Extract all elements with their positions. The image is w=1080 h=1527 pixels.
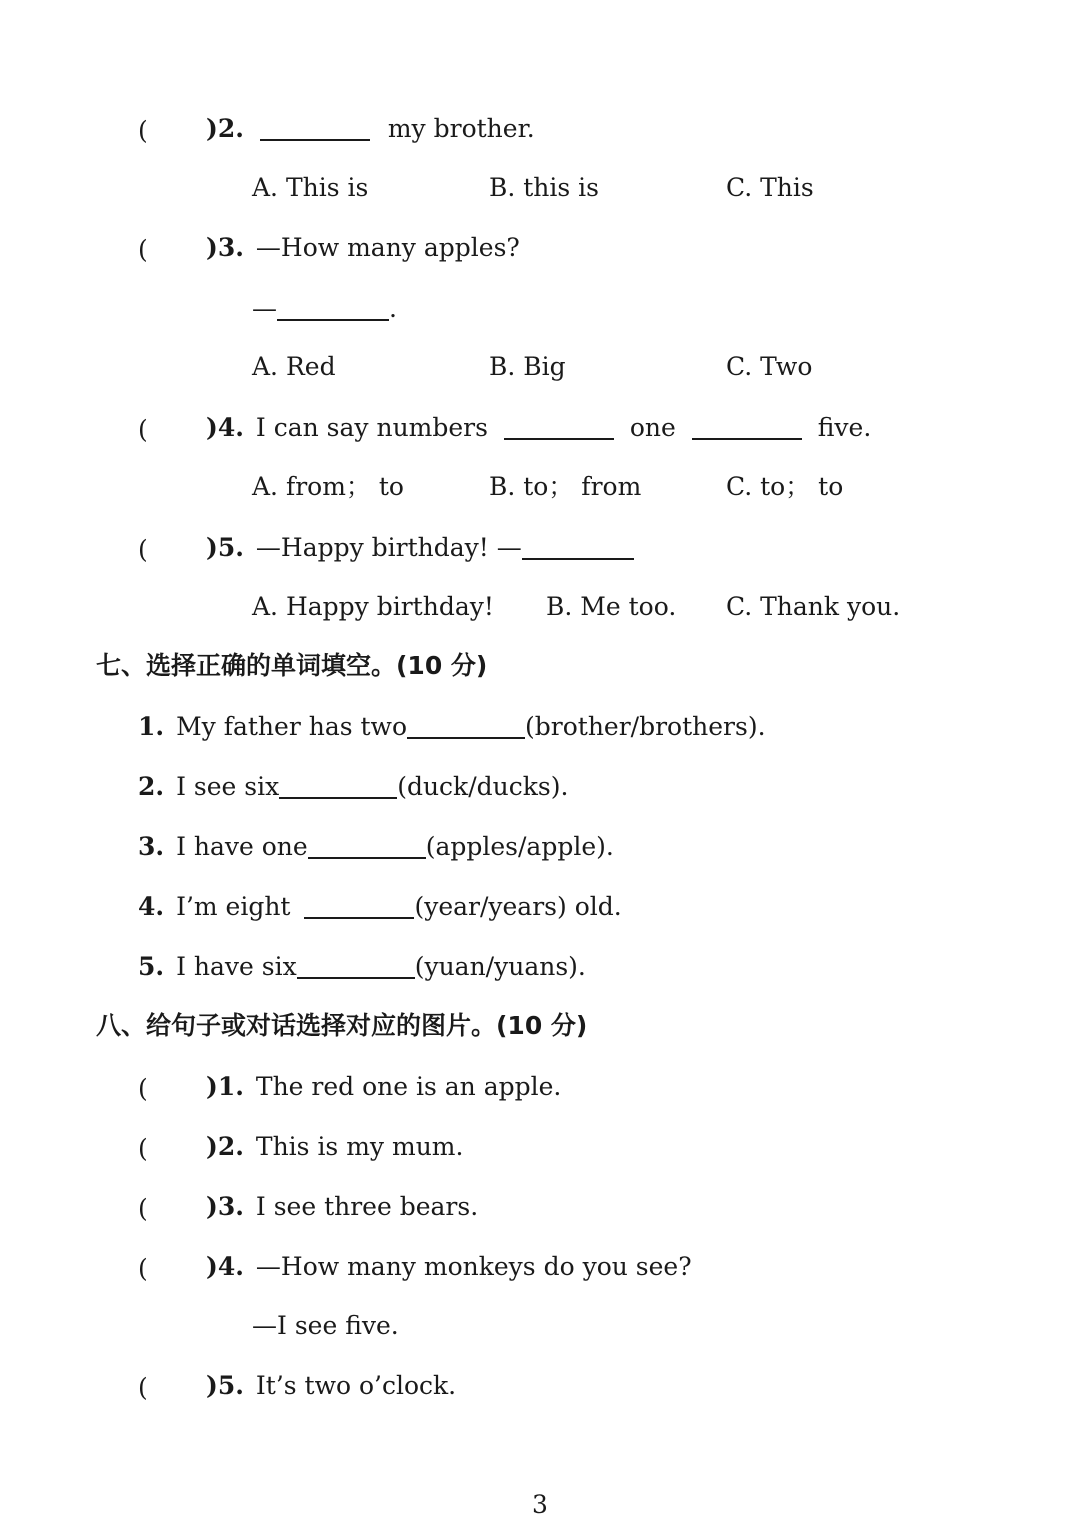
item-hint: (duck/ducks). (397, 772, 569, 801)
fill-item-3 (138, 834, 614, 859)
page-number: 3 (532, 1490, 548, 1519)
answer-paren[interactable]: ( (138, 535, 148, 564)
item-text: I have one (176, 832, 308, 861)
item-answer-text: —I see five. (252, 1311, 399, 1340)
answer-blank[interactable] (279, 796, 397, 799)
section-8-title: 八、给句子或对话选择对应的图片。(10 分) (96, 1011, 588, 1040)
question-number: )4. (206, 413, 244, 442)
answer-blank[interactable] (692, 437, 802, 440)
item-text: I’m eight (176, 892, 291, 921)
option-c[interactable]: C. Thank you. (726, 592, 901, 621)
answer-paren[interactable]: ( (138, 415, 148, 444)
item-hint: (year/years) old. (414, 892, 622, 921)
answer-blank[interactable] (308, 856, 426, 859)
option-b[interactable]: B. Me too. (546, 592, 677, 621)
option-b[interactable]: B. Big (489, 352, 566, 381)
item-number: 4. (138, 892, 165, 921)
question-number: )5. (206, 533, 244, 562)
option-b[interactable]: B. this is (489, 173, 600, 202)
question-text: —Happy birthday! — (255, 533, 522, 562)
question-number: )2. (206, 114, 244, 143)
question-text: my brother. (387, 114, 535, 143)
fill-item-4 (138, 894, 622, 919)
answer-dash: — (252, 294, 277, 323)
item-text: I see six (176, 772, 280, 801)
answer-blank[interactable] (407, 736, 525, 739)
question-text: I can say numbers (255, 413, 488, 442)
question-text: —How many apples? (255, 233, 520, 262)
option-c[interactable]: C. Two (726, 352, 813, 381)
option-a[interactable]: A. Happy birthday! (252, 592, 494, 621)
fill-item-5 (138, 954, 586, 979)
answer-period: . (389, 294, 397, 323)
answer-blank[interactable] (277, 318, 389, 321)
option-a[interactable]: A. Red (252, 352, 336, 381)
item-number: 3. (138, 832, 165, 861)
item-number: 1. (138, 712, 165, 741)
section-7-title: 七、选择正确的单词填空。(10 分) (96, 651, 488, 680)
item-number: )1. (206, 1072, 244, 1101)
answer-paren[interactable]: ( (138, 1074, 148, 1103)
item-hint: (brother/brothers). (525, 712, 766, 741)
item-number: 5. (138, 952, 165, 981)
option-c[interactable]: C. to； to (726, 472, 844, 501)
item-number: )3. (206, 1192, 244, 1221)
answer-paren[interactable]: ( (138, 235, 148, 264)
option-c[interactable]: C. This (726, 173, 814, 202)
item-number: )2. (206, 1132, 244, 1161)
answer-blank[interactable] (260, 138, 370, 141)
item-number: )4. (206, 1252, 244, 1281)
answer-paren[interactable]: ( (138, 1194, 148, 1223)
item-text: It’s two o’clock. (255, 1371, 457, 1400)
question-text: five. (817, 413, 872, 442)
answer-paren[interactable]: ( (138, 1134, 148, 1163)
fill-item-1 (138, 714, 766, 739)
fill-item-2 (138, 774, 568, 799)
item-text: I see three bears. (255, 1192, 479, 1221)
item-hint: (yuan/yuans). (414, 952, 586, 981)
answer-paren[interactable]: ( (138, 1254, 148, 1283)
item-text: This is my mum. (255, 1132, 464, 1161)
item-number: 2. (138, 772, 165, 801)
answer-blank[interactable] (297, 976, 415, 979)
option-b[interactable]: B. to； from (489, 472, 642, 501)
question-text: one (629, 413, 676, 442)
item-number: )5. (206, 1371, 244, 1400)
item-text: I have six (176, 952, 297, 981)
option-a[interactable]: A. This is (252, 173, 369, 202)
answer-blank[interactable] (304, 916, 414, 919)
item-text: The red one is an apple. (255, 1072, 562, 1101)
item-hint: (apples/apple). (425, 832, 614, 861)
answer-paren[interactable]: ( (138, 1373, 148, 1402)
option-a[interactable]: A. from； to (252, 472, 404, 501)
answer-blank[interactable] (504, 437, 614, 440)
item-text: My father has two (176, 712, 408, 741)
answer-paren[interactable]: ( (138, 116, 148, 145)
question-number: )3. (206, 233, 244, 262)
item-text: —How many monkeys do you see? (255, 1252, 692, 1281)
answer-blank[interactable] (522, 557, 634, 560)
